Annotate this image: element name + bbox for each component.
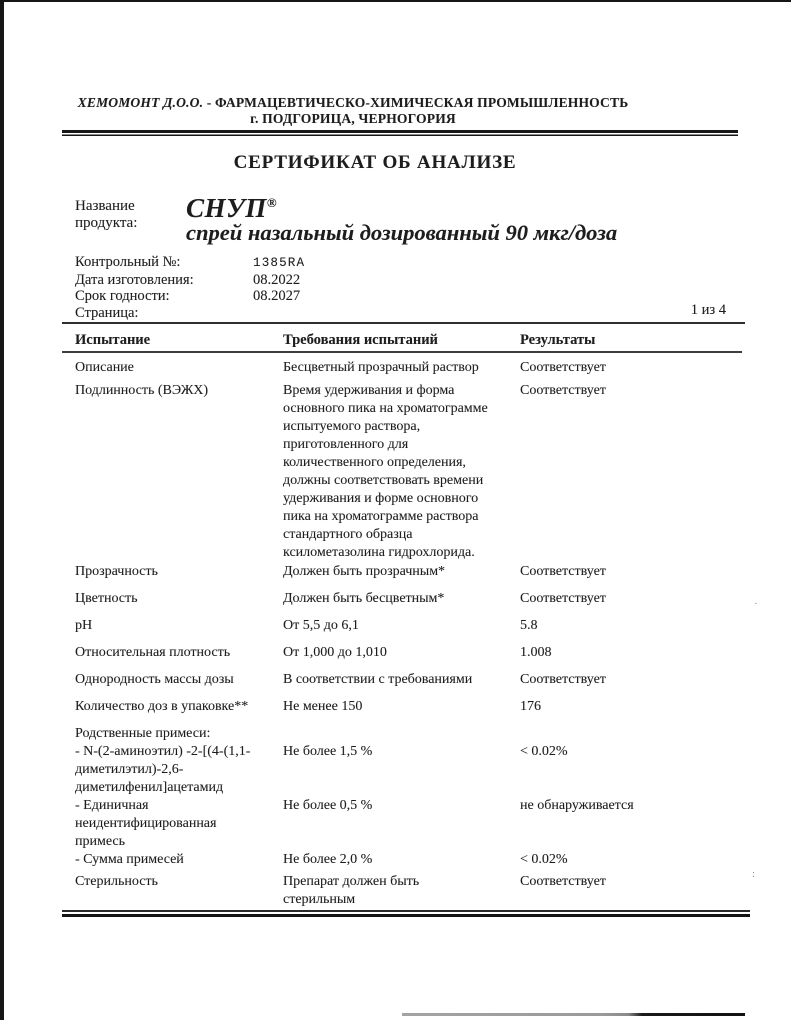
result-cell: < 0.02% [520,851,568,867]
page-indicator: 1 из 4 [690,301,726,318]
product-section [75,190,745,244]
company-location: г. ПОДГОРИЦА, ЧЕРНОГОРИЯ [250,111,456,126]
requirement-cell: Бесцветный прозрачный раствор [283,359,479,375]
test-name-cell: Прозрачность [75,563,158,579]
company-industry: - ФАРМАЦЕВТИЧЕСКО-ХИМИЧЕСКАЯ ПРОМЫШЛЕННОСТЬ [203,95,629,110]
table-row [75,563,745,581]
manufacture-date-label: Дата изготовления: [75,271,194,288]
requirement-cell: В соответствии с требованиями [283,671,473,687]
control-number-label: Контрольный №: [75,254,181,270]
product-name-block [186,190,617,244]
test-name-cell: - Сумма примесей [75,851,184,867]
table-header-rule [62,351,742,353]
test-name-cell: Родственные примеси: [75,725,211,741]
table-row [75,797,745,851]
table-bottom-double-rule [62,910,750,919]
result-cell: 1.008 [520,644,552,660]
test-name-cell: Подлинность (ВЭЖХ) [75,382,209,398]
table-row [75,644,745,662]
table-row [75,671,745,689]
scan-top-border [0,0,791,2]
test-name-cell: Стерильность [75,873,158,889]
result-cell: Соответствует [520,590,606,606]
table-header-row [75,331,745,349]
test-name-cell: Относительная плотность [75,644,231,660]
table-row [75,851,745,869]
company-header [75,95,631,127]
expiry-date-value: 08.2027 [253,288,301,304]
test-name-cell: pH [75,617,93,633]
result-cell: Соответствует [520,359,606,375]
batch-meta [75,254,745,321]
company-name: ХЕМОМОНТ Д.О.О. [77,95,204,110]
table-row [75,382,745,562]
scan-bottom-line [402,1013,745,1016]
requirement-cell: От 5,5 до 6,1 [283,617,359,633]
meta-rule [62,322,745,324]
company-line-1 [75,95,631,111]
table-row [75,873,745,909]
product-name-label: Название продукта: [75,198,138,231]
header-double-rule [62,130,738,137]
test-name-cell: - N-(2-аминоэтил) -2-[(4-(1,1-диметилэтил)-2,6-диметилфенил]ацетамид [75,743,251,795]
requirement-cell: Должен быть прозрачным* [283,563,446,579]
manufacture-date-value: 08.2022 [253,271,301,288]
page-number-row [75,301,745,322]
table-row [75,590,745,608]
table-row [75,359,745,377]
column-header-results: Результаты [520,332,596,348]
scan-speck: : [752,868,756,880]
requirement-cell: Не более 1,5 % [283,743,373,759]
manufacture-date-row [75,272,745,289]
result-cell: Соответствует [520,563,606,579]
expiry-date-label: Срок годности: [75,288,170,304]
requirement-cell: Не более 0,5 % [283,797,373,813]
control-number-value: 1385RA [253,256,306,270]
result-cell: 176 [520,698,541,714]
document-title: СЕРТИФИКАТ ОБ АНАЛИЗЕ [233,152,517,173]
page-number-label: Страница: [75,304,139,321]
requirement-cell: Должен быть бесцветным* [283,590,445,606]
registered-trademark-symbol: ® [266,195,278,210]
test-name-cell: Количество доз в упаковке** [75,698,249,714]
product-name [186,190,617,221]
product-subtitle: спрей назальный дозированный 90 мкг/доза [186,220,618,245]
test-name-cell: Описание [75,359,134,375]
table-row [75,698,745,716]
requirement-cell: Не более 2,0 % [283,851,373,867]
result-cell: 5.8 [520,617,538,633]
analysis-table [75,331,745,919]
result-cell: Соответствует [520,873,606,889]
control-number-row [75,254,745,272]
table-row [75,743,745,797]
requirement-cell: Не менее 150 [283,698,363,714]
result-cell: < 0.02% [520,743,568,759]
result-cell: не обнаруживается [520,797,634,813]
scan-left-border [0,0,4,1020]
test-name-cell: Однородность массы дозы [75,671,234,687]
test-name-cell: Цветность [75,590,138,606]
requirement-cell: Препарат должен быть стерильным [283,873,420,907]
column-header-test: Испытание [75,332,151,348]
requirement-cell: Время удерживания и форма основного пика на хроматограмме испытуемого раствора, приготовленного для количественного определения, должны соответствовать времени удерживания и форме основного пика на хроматограмме раствора стандартного образца ксилометазолина гидрохлорида. [283,382,488,560]
test-name-cell: - Единичная неидентифицированная примесь [75,797,217,849]
table-row [75,617,745,635]
table-row-group-label [75,725,745,743]
expiry-date-row [75,288,745,305]
result-cell: Соответствует [520,671,606,687]
requirement-cell: От 1,000 до 1,010 [283,644,387,660]
scan-speck: · [754,598,758,610]
result-cell: Соответствует [520,382,606,398]
page-content [75,95,745,919]
product-brand: СНУП [186,193,267,223]
column-header-requirements: Требования испытаний [283,332,438,348]
